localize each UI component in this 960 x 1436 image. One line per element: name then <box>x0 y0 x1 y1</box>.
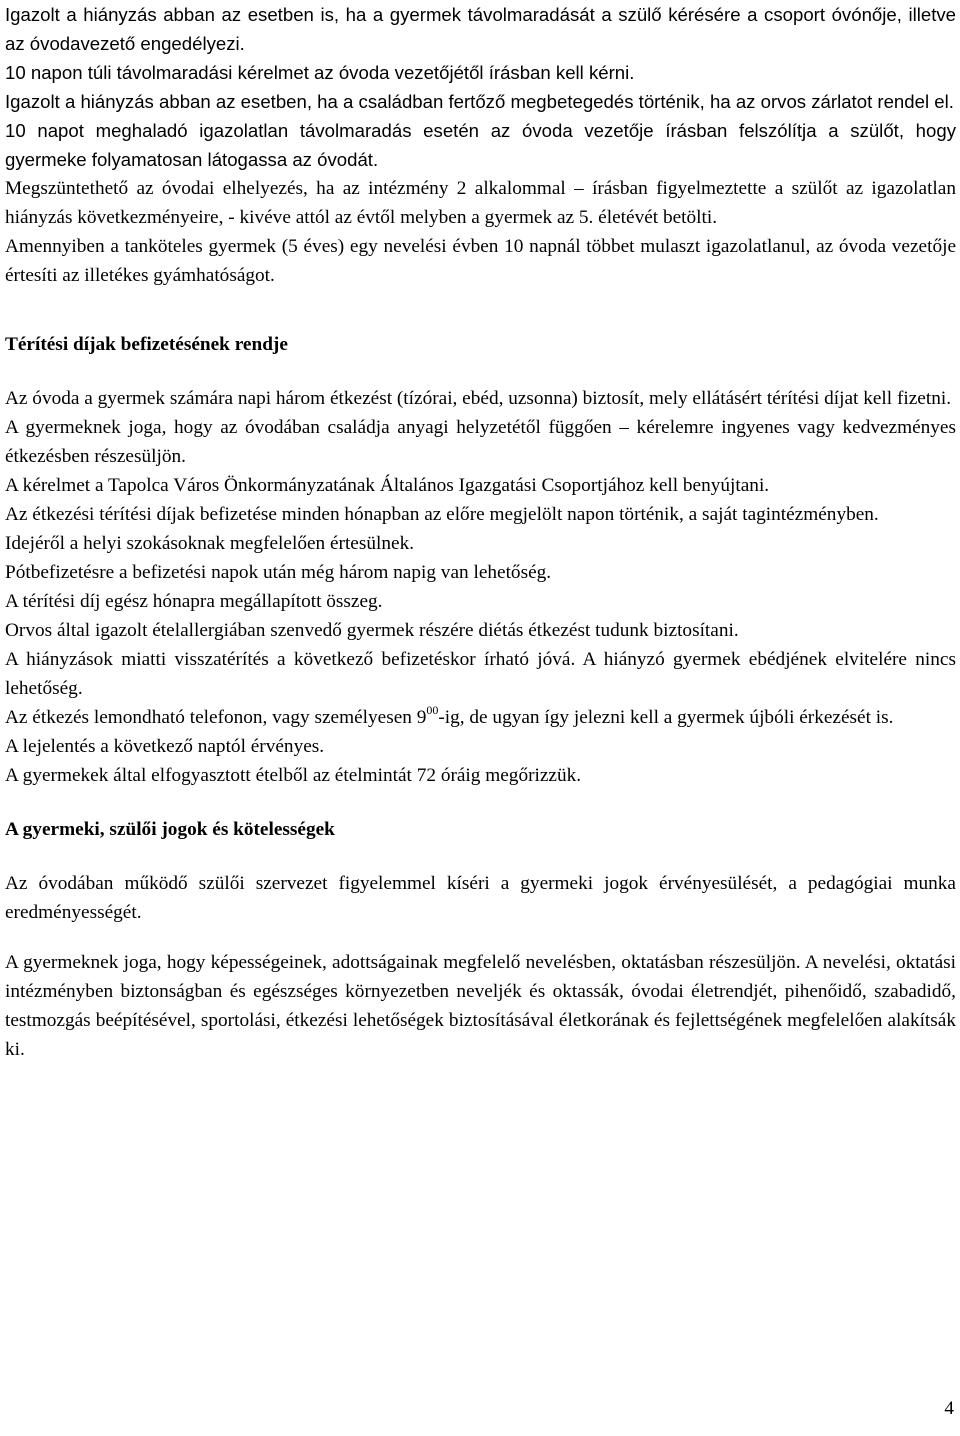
fees-paragraph-10 <box>5 703 956 732</box>
fees-paragraph-2: A gyermeknek joga, hogy az óvodában családja anyagi helyzetétől függően – kérelemre ingyenes vagy kedvezményes étkezésben részesüljön. <box>5 417 956 467</box>
fees-paragraph-6: Pótbefizetésre a befizetési napok után még három napig van lehetőség. <box>5 562 552 583</box>
absence-paragraph-3: Igazolt a hiányzás abban az esetben, ha a családban fertőző megbetegedés történik, ha az orvos zárlatot rendel el. <box>5 91 954 112</box>
fees-heading: Térítési díjak befizetésének rendje <box>5 334 288 355</box>
absence-paragraph-4: 10 napot meghaladó igazolatlan távolmaradás esetén az óvoda vezetője írásban felszólítja a szülőt, hogy gyermeke folyamatosan látogassa az óvodát. <box>5 120 956 170</box>
rights-heading: A gyermeki, szülői jogok és kötelességek <box>5 819 335 840</box>
rights-paragraph-1: Az óvodában működő szülői szervezet figyelemmel kíséri a gyermeki jogok érvényesülését, a pedagógiai munka eredményességét. <box>5 873 956 923</box>
fees-paragraph-12: A gyermekek által elfogyasztott ételből az ételmintát 72 óráig megőrizzük. <box>5 765 582 786</box>
fees-paragraph-10-start: Az étkezés lemondható telefonon, vagy személyesen 9 <box>5 707 427 728</box>
fees-paragraph-10-end: -ig, de ugyan így jelezni kell a gyermek újbóli érkezését is. <box>438 707 894 728</box>
absence-paragraph-5: Megszüntethető az óvodai elhelyezés, ha az intézmény 2 alkalommal – írásban figyelmeztette a szülőt az igazolatlan hiányzás következményeire, - kivéve attól az évtől melyben a gyermek az 5. életévét betölti. <box>5 178 956 228</box>
fees-paragraph-5: Idejéről a helyi szokásoknak megfelelően értesülnek. <box>5 533 415 554</box>
fees-paragraph-4: Az étkezési térítési díjak befizetése minden hónapban az előre megjelölt napon történik, a saját tagintézményben. <box>5 504 879 525</box>
absence-paragraph-1: Igazolt a hiányzás abban az esetben is, ha a gyermek távolmaradását a szülő kérésére a csoport óvónője, illetve az óvodavezető engedélyezi. <box>5 4 956 54</box>
fees-paragraph-3: A kérelmet a Tapolca Város Önkormányzatának Általános Igazgatási Csoportjához kell benyújtani. <box>5 475 770 496</box>
document-page <box>5 0 956 1064</box>
fees-paragraph-9: A hiányzások miatti visszatérítés a következő befizetéskor írható jóvá. A hiányzó gyermek ebédjének elvitelére nincs lehetőség. <box>5 649 956 699</box>
fees-paragraph-8: Orvos által igazolt ételallergiában szenvedő gyermek részére diétás étkezést tudunk biztosítani. <box>5 620 739 641</box>
fees-paragraph-11: A lejelentés a következő naptól érvényes. <box>5 736 325 757</box>
time-superscript: 00 <box>426 703 439 717</box>
fees-paragraph-1: Az óvoda a gyermek számára napi három étkezést (tízórai, ebéd, uzsonna) biztosít, mely ellátásért térítési díjat kell fizetni. <box>5 388 952 409</box>
page-number: 4 <box>944 1398 954 1419</box>
rights-paragraph-2: A gyermeknek joga, hogy képességeinek, adottságainak megfelelő nevelésben, oktatásban részesüljön. A nevelési, oktatási intézményben biztonságban és egészséges környezetben neveljék és oktassák, óvodai életrendjét, pihenőidő, szabadidő, testmozgás beépítésével, sportolási, étkezési lehetőségek biztosításával életkorának és fejlettségének megfelelően alakítsák ki. <box>5 952 956 1060</box>
fees-paragraph-7: A térítési díj egész hónapra megállapított összeg. <box>5 591 383 612</box>
absence-paragraph-2: 10 napon túli távolmaradási kérelmet az óvoda vezetőjétől írásban kell kérni. <box>5 62 635 83</box>
absence-paragraph-6: Amennyiben a tanköteles gyermek (5 éves) egy nevelési évben 10 napnál többet mulaszt igazolatlanul, az óvoda vezetője értesíti az illetékes gyámhatóságot. <box>5 236 956 286</box>
